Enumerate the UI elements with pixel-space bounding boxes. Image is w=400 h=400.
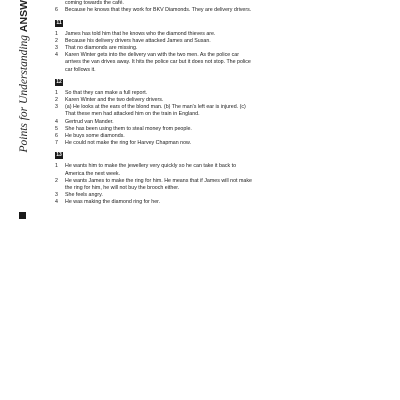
answer-item: 4 Gertrud van Mander. — [55, 118, 114, 125]
answer-item: 4 Karen Winter gets into the delivery van with the two men. As the police car arrives the van drives away. It hits the police car but it does not stop. The police car follows it. — [55, 52, 251, 73]
answer-item: 2 Because his delivery drivers have attacked James and Susan. — [55, 37, 211, 44]
answer-item: 2 Karen Winter and the two delivery drivers. — [55, 97, 164, 104]
side-running-title — [14, 0, 34, 210]
answer-item: 3 (a) He looks at the ears of the blond man. (b) The man's left ear is injured. (c) That these men had attacked him on the train in England. — [55, 104, 246, 118]
answer-item: 3 She feels angry. — [55, 192, 103, 199]
answer-item: 6 Because he knows that they work for BKV Diamonds. They are delivery drivers. — [55, 7, 252, 14]
answer-item: 4 He was making the diamond ring for her. — [55, 199, 161, 206]
side-title-italic: Points for Understanding — [18, 34, 30, 153]
side-square-marker — [19, 212, 26, 219]
answer-item: 1 James has told him that he knows who the diamond thieves are. — [55, 30, 216, 37]
answer-item: 7 He could not make the ring for Harvey Chapman now. — [55, 140, 192, 147]
section-number-badge: 11 — [56, 19, 62, 26]
answer-item: 3 That no diamonds are missing. — [55, 45, 138, 52]
answer-item: 5 She has been using them to steal money from people. — [55, 125, 192, 132]
side-title-bold: ANSW — [18, 0, 30, 33]
section-12 — [55, 79, 255, 148]
section-13 — [55, 152, 255, 206]
answers-content — [55, 0, 255, 207]
section-number-badge: 13 — [56, 152, 62, 159]
section-11 — [55, 20, 255, 74]
answer-item: 1 So that they can make a full report. — [55, 89, 148, 96]
section-continued — [55, 0, 255, 15]
answer-item: coming towards the café. — [65, 0, 124, 7]
answer-item: 2 He wants James to make the ring for him. He means that if James will not make the ring for him, he will not buy the brooch either. — [55, 177, 252, 192]
section-number-badge: 12 — [56, 78, 62, 85]
answer-item: 6 He buys some diamonds. — [55, 133, 125, 140]
answer-item: 1 He wants him to make the jewellery very quickly so he can take it back to America the next week. — [55, 163, 237, 177]
